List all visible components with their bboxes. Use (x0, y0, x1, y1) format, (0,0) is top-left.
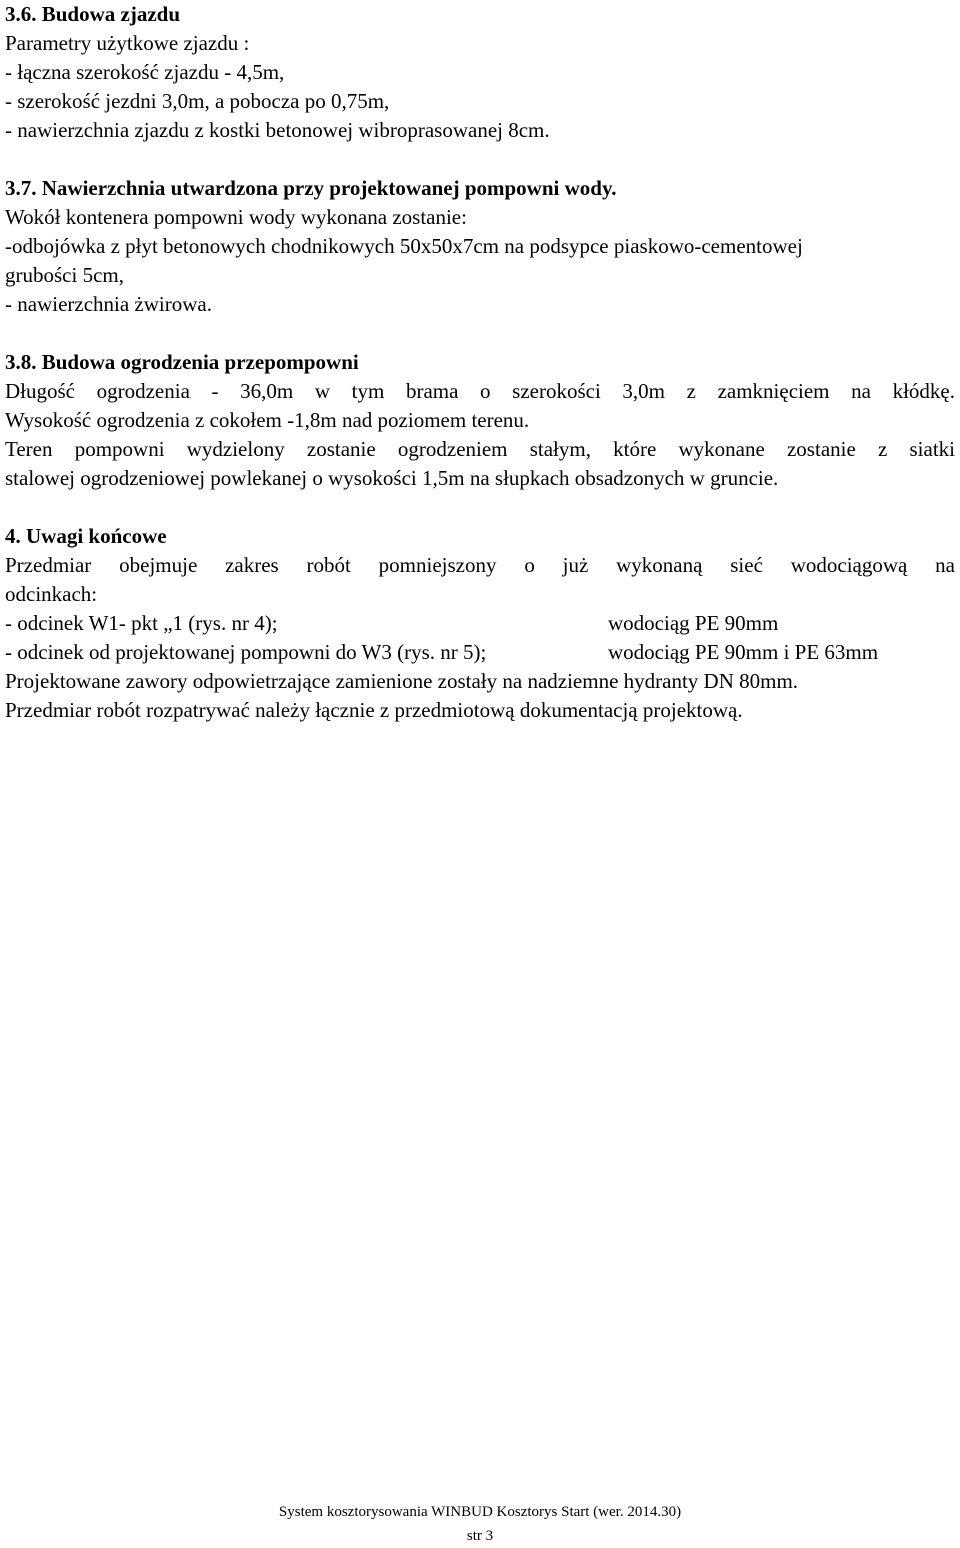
text-line: - łączna szerokość zjazdu - 4,5m, (5, 60, 285, 84)
section-heading: 3.6. Budowa zjazdu (5, 2, 181, 26)
document-page (5, 0, 955, 725)
text-line: Parametry użytkowe zjazdu : (5, 31, 250, 55)
text-line: - nawierzchnia żwirowa. (5, 292, 212, 316)
text-line: odcinkach: (5, 582, 98, 606)
text-line: grubości 5cm, (5, 263, 124, 287)
segment-name: - odcinek od projektowanej pompowni do W3 (rys. nr 5); (5, 640, 487, 664)
text-line: Projektowane zawory odpowietrzające zamienione zostały na nadziemne hydranty DN 80mm. (5, 669, 799, 693)
text-line: -odbojówka z płyt betonowych chodnikowych 50x50x7cm na podsypce piaskowo-cementowej (5, 234, 803, 258)
segment-pipe: wodociąg PE 90mm i PE 63mm (608, 640, 879, 664)
footer-system-text: System kosztorysowania WINBUD Kosztorys Start (wer. 2014.30) (278, 1504, 682, 1520)
segment-pipe: wodociąg PE 90mm (608, 611, 779, 635)
text-line: Wysokość ogrodzenia z cokołem -1,8m nad poziomem terenu. (5, 408, 530, 432)
segment-row (5, 638, 955, 667)
section-heading: 3.8. Budowa ogrodzenia przepompowni (5, 350, 359, 374)
segment-row (5, 609, 955, 638)
text-line: Teren pompowni wydzielony zostanie ogrodzeniem stałym, które wykonane zostanie z siatki (5, 437, 955, 461)
section-heading: 3.7. Nawierzchnia utwardzona przy projektowanej pompowni wody. (5, 176, 617, 200)
section-3-6 (5, 0, 955, 145)
text-line: Przedmiar robót rozpatrywać należy łącznie z przedmiotową dokumentacją projektową. (5, 698, 743, 722)
text-line: Długość ogrodzenia - 36,0m w tym brama o szerokości 3,0m z zamknięciem na kłódkę. (5, 379, 955, 403)
section-3-8 (5, 348, 955, 493)
text-line: stalowej ogrodzeniowej powlekanej o wysokości 1,5m na słupkach obsadzonych w gruncie. (5, 466, 779, 490)
segment-name: - odcinek W1- pkt „1 (rys. nr 4); (5, 611, 278, 635)
page-number: str 3 (466, 1528, 494, 1544)
text-line: Przedmiar obejmuje zakres robót pomniejszony o już wykonaną sieć wodociągową na (5, 553, 955, 577)
text-line: - nawierzchnia zjazdu z kostki betonowej wibroprasowanej 8cm. (5, 118, 550, 142)
text-line: Wokół kontenera pompowni wody wykonana zostanie: (5, 205, 467, 229)
text-line: - szerokość jezdni 3,0m, a pobocza po 0,75m, (5, 89, 390, 113)
section-heading: 4. Uwagi końcowe (5, 524, 167, 548)
section-3-7 (5, 174, 955, 319)
section-4 (5, 522, 955, 725)
